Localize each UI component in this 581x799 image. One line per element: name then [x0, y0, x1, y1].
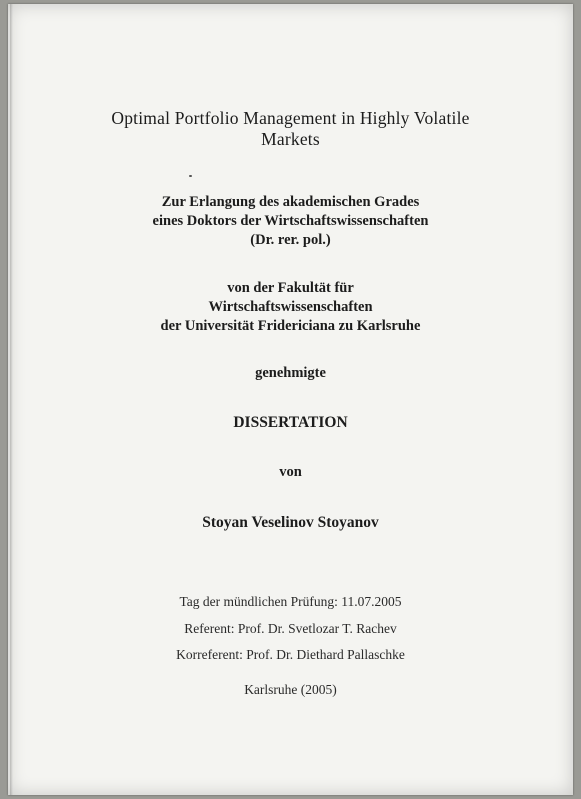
place-year: Karlsruhe (2005) [244, 682, 337, 697]
exam-date: Tag der mündlichen Prüfung: 11.07.2005 [179, 594, 402, 609]
faculty-line-1: von der Fakultät für [227, 280, 354, 296]
degree-line-3: (Dr. rer. pol.) [250, 232, 331, 248]
referee: Referent: Prof. Dr. Svetlozar T. Rachev [184, 621, 397, 636]
faculty-line-3: der Universität Fridericiana zu Karlsruhe [160, 318, 421, 334]
faculty-line-2: Wirtschaftswissenschaften [208, 299, 373, 315]
document-type: DISSERTATION [233, 414, 348, 431]
co-referee: Korreferent: Prof. Dr. Diethard Pallaschke [176, 647, 405, 662]
author-name: Stoyan Veselinov Stoyanov [202, 514, 379, 531]
degree-line-2: eines Doktors der Wirtschaftswissenschaften [152, 213, 429, 229]
title-page [8, 4, 573, 795]
thesis-title-line-2: Markets [261, 129, 320, 149]
by-label: von [279, 464, 302, 480]
thesis-title-line-1: Optimal Portfolio Management in Highly Volatile [111, 108, 470, 128]
approved-label: genehmigte [255, 365, 326, 381]
scan-speck [189, 175, 192, 177]
degree-line-1: Zur Erlangung des akademischen Grades [161, 194, 420, 210]
